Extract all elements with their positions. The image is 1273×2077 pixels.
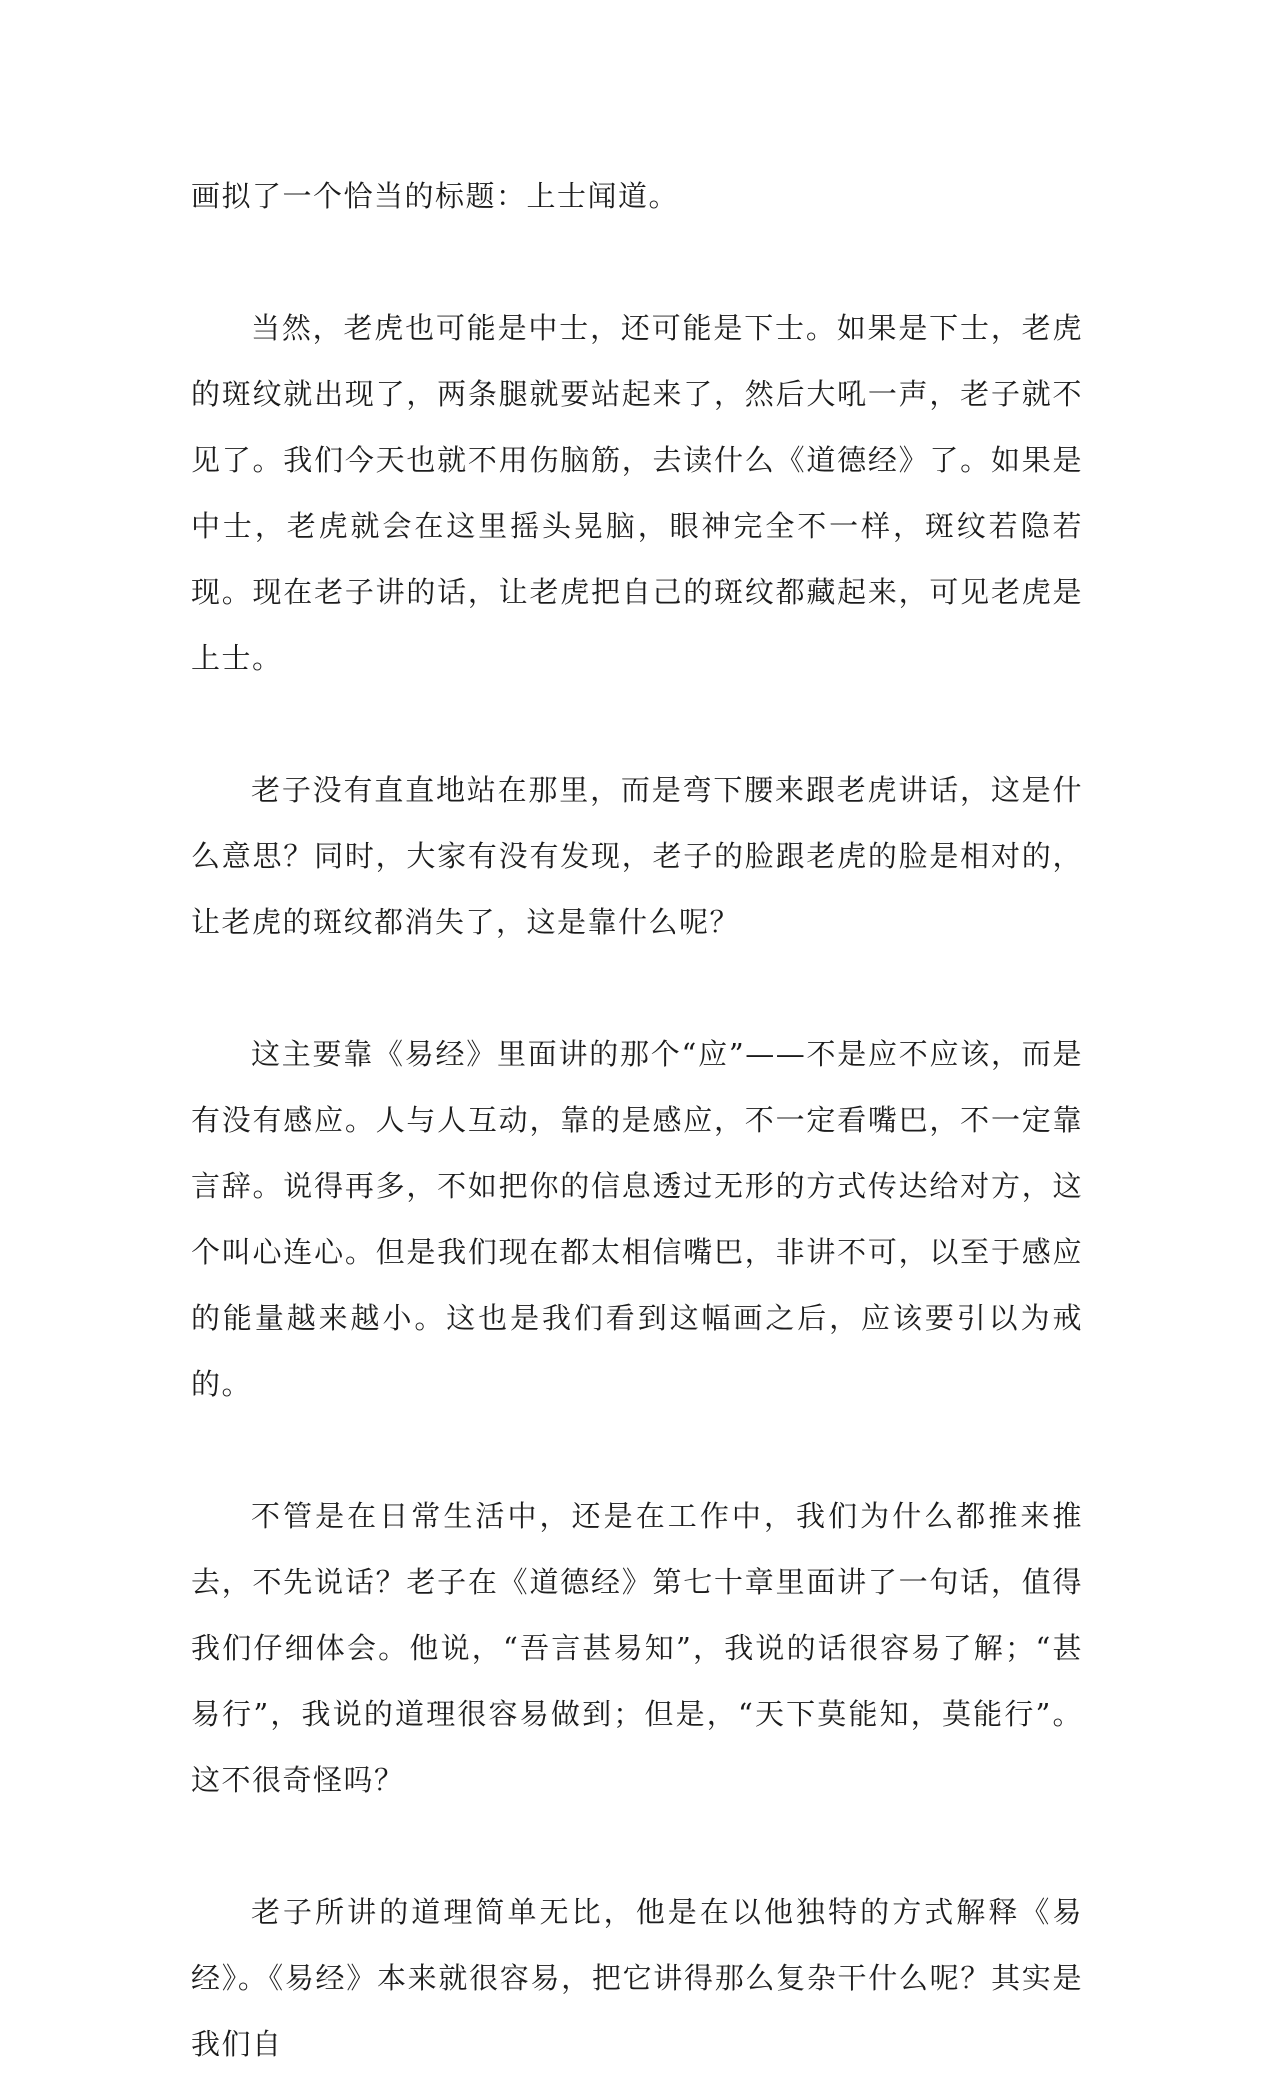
paragraph-4: 这主要靠《易经》里面讲的那个“应”——不是应不应该，而是有没有感应。人与人互动，靠的是感应，不一定看嘴巴，不一定靠言辞。说得再多，不如把你的信息透过无形的方式传达给对方，这个叫心连心。但是我们现在都太相信嘴巴，非讲不可，以至于感应的能量越来越小。这也是我们看到这幅画之后，应该要引以为戒的。 [191, 1037, 1083, 1401]
paragraph-6: 老子所讲的道理简单无比，他是在以他独特的方式解释《易经》。《易经》本来就很容易，把它讲得那么复杂干什么呢？其实是我们自 [191, 1895, 1083, 2061]
paragraph-2: 当然，老虎也可能是中士，还可能是下士。如果是下士，老虎的斑纹就出现了，两条腿就要站起来了，然后大吼一声，老子就不见了。我们今天也就不用伤脑筋，去读什么《道德经》了。如果是中士，老虎就会在这里摇头晃脑，眼神完全不一样，斑纹若隐若现。现在老子讲的话，让老虎把自己的斑纹都藏起来，可见老虎是上士。 [191, 311, 1083, 675]
paragraph-1: 画拟了一个恰当的标题：上士闻道。 [191, 179, 680, 213]
body-text [191, 163, 1083, 2077]
paragraph-3: 老子没有直直地站在那里，而是弯下腰来跟老虎讲话，这是什么意思？同时，大家有没有发现，老子的脸跟老虎的脸是相对的，让老虎的斑纹都消失了，这是靠什么呢？ [191, 773, 1083, 939]
paragraph-5: 不管是在日常生活中，还是在工作中，我们为什么都推来推去，不先说话？老子在《道德经》第七十章里面讲了一句话，值得我们仔细体会。他说，“吾言甚易知”，我说的话很容易了解；“甚易行”，我说的道理很容易做到；但是，“天下莫能知，莫能行”。这不很奇怪吗？ [191, 1499, 1083, 1797]
